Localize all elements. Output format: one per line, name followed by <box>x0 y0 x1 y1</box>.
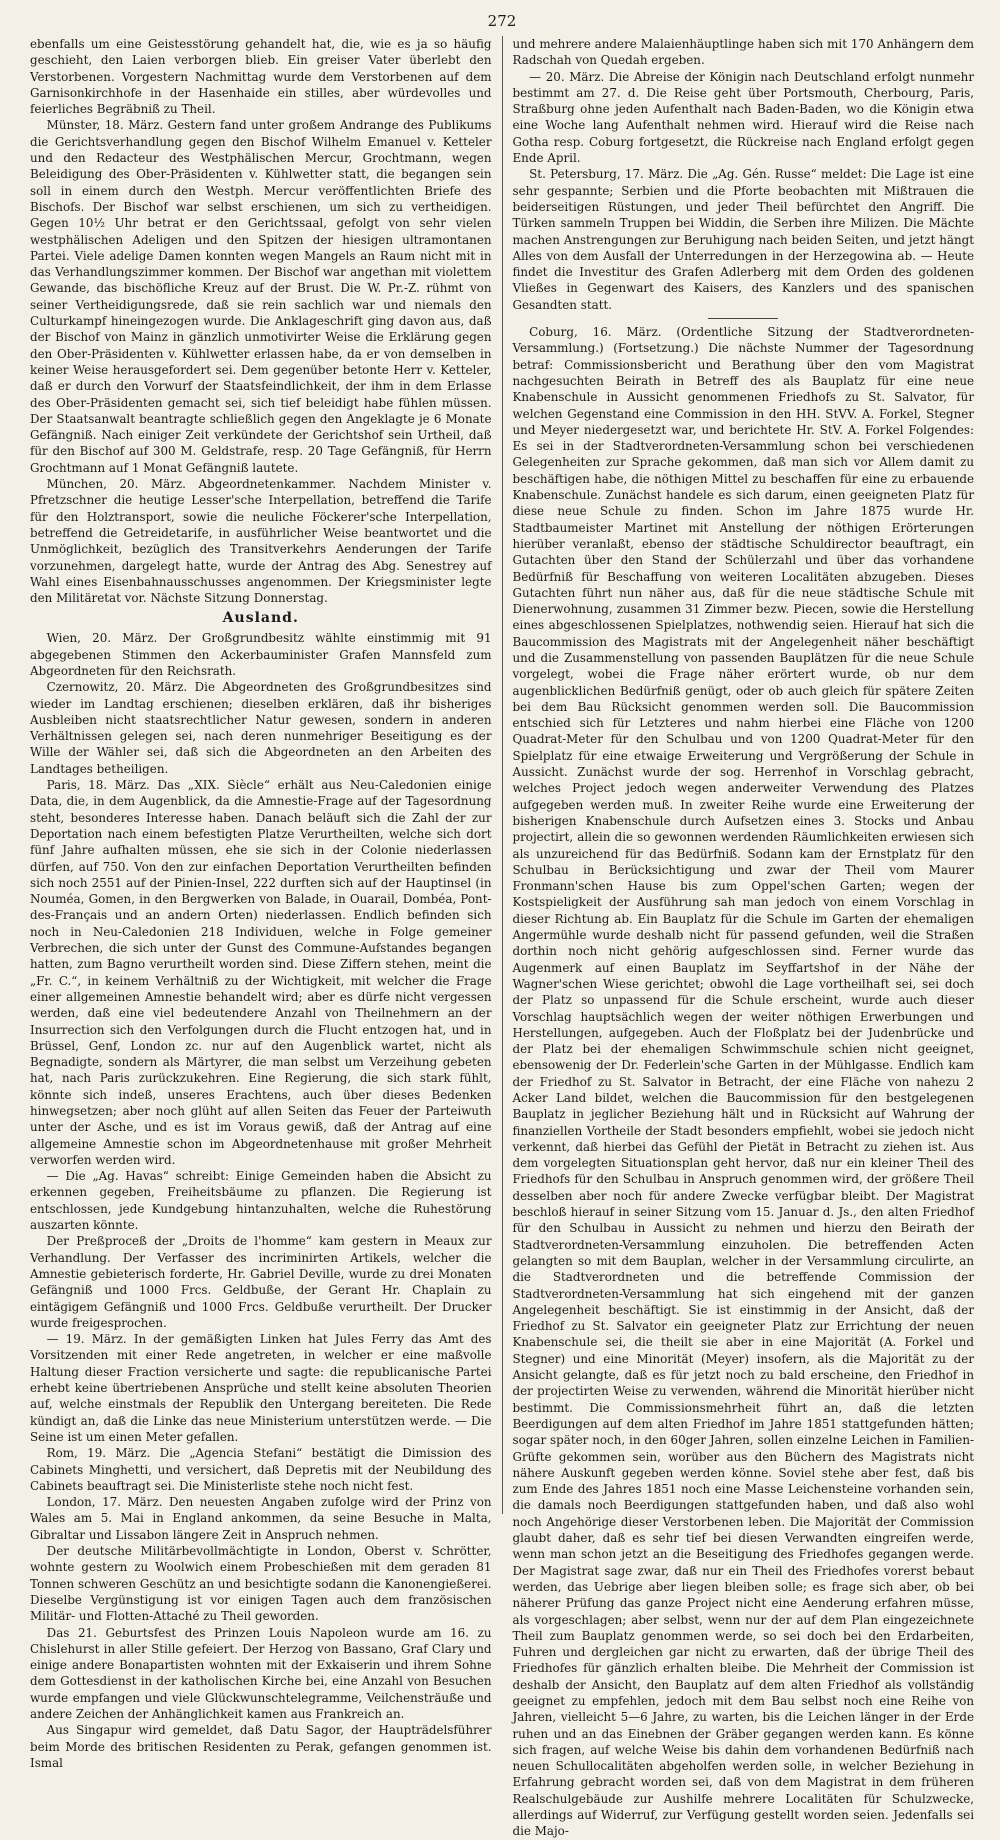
article-paragraph: und mehrere andere Malaienhäuptlinge haben sich mit 170 Anhängern dem Radschah von Quedah ergeben. <box>512 37 975 68</box>
article-paragraph: Czernowitz, 20. März. Die Abgeordneten des Großgrundbesitzes sind wieder im Landtag erschienen; dieselben erklären, daß ihr bisheriges Ausbleiben nicht staatsrechtlicher Natur gewesen, sondern in anderen Verhältnissen gelegen sei, nach deren nunmehriger Beseitigung es der Wille der Wähler sei, daß sich die Abgeordneten an den Arbeiten des Landtages betheiligen. <box>30 680 492 776</box>
article-paragraph: München, 20. März. Abgeordnetenkammer. Nachdem Minister v. Pfretzschner die heutige Lesser'sche Interpellation, betreffend die Tarife für den Holztransport, sowie die neuliche Föckerer'sche Interpellation, betreffend die Getreidetarife, in ausführlicher Weise beantwortet und die Unmöglichkeit, bezüglich des Transitverkehrs Aenderungen der Tarife vorzunehmen, dargelegt hatte, wurde der Antrag des Abg. Senestrey auf Wahl eines Eisenbahnausschusses angenommen. Der Kriegsminister legte den Militäretat vor. Nächste Sitzung Donnerstag. <box>30 477 492 606</box>
left-column <box>30 36 502 1770</box>
article-paragraph: Coburg, 16. März. (Ordentliche Sitzung der Stadtverordneten-Versammlung.) (Fortsetzung.) Die nächste Nummer der Tagesordnung betraf: Commissionsbericht und Berathung über den vom Magistrat nachgesuchten Beirath in Betreff des als Bauplatz für eine neue Knabenschule in Aussicht genommenen Friedhofs zu St. Salvator, für welchen Gegenstand eine Commission in den HH. StVV. A. Forkel, Stegner und Meyer niedergesetzt war, und berichtete Hr. StV. A. Forkel Folgendes: Es sei in der Stadtverordneten-Versammlung schon bei verschiedenen Gelegenheiten zur Sprache gekommen, daß man sich vor Allem damit zu beschäftigen habe, die nöthigen Mittel zu beschaffen für eine zu erbauende Knabenschule. Zunächst handele es sich darum, einen geeigneten Platz für diese neue Schule zu finden. Schon im Jahre 1875 wurde Hr. Stadtbaumeister Martinet mit Anstellung der nöthigen Erörterungen hierüber veranlaßt, ebenso der städtische Schuldirector beauftragt, ein Gutachten über den Stand der Schülerzahl und über das vorhandene Bedürfniß für Beschaffung von weiteren Localitäten abzugeben. Dieses Gutachten führt nun näher aus, daß für die neue städtische Schule mit Dienerwohnung, zusammen 31 Zimmer bezw. Piecen, sowie die Herstellung eines abgeschlossenen Spielplatzes, nothwendig seien. Hierauf hat sich die Baucommission des Magistrats mit der Angelegenheit näher beschäftigt und die Zusammenstellung von passenden Bauplätzen für die neue Schule vorgelegt, wobei die Frage näher erörtert wurde, ob nur dem augenblicklichen Bedürfniß genügt, oder ob auch gleich für spätere Zeiten bei dem Bau Rücksicht genommen werden soll. Die Baucommission entschied sich für Letzteres und nahm hierbei eine Fläche von 1200 Quadrat-Meter für den Schulbau und von 1200 Quadrat-Meter für den Spielplatz für eine etwaige Erweiterung und Vergrößerung der Schule in Aussicht. Zunächst wurde der sog. Herrenhof in Vorschlag gebracht, welches Project jedoch wegen anderweiter Verwendung des Platzes aufgegeben werden muß. In zweiter Reihe wurde eine Erweiterung der bisherigen Knabenschule durch Aufsetzen eines 3. Stocks und Anbau projectirt, allein die so gewonnen werdenden Räumlichkeiten erwiesen sich als unzureichend für das Bedürfniß. Sodann kam der Ernstplatz für den Schulbau in Berücksichtigung und zwar der Theil vom Maurer Fronmann'schen Hause bis zum Oppel'schen Garten; wegen der Kostspieligkeit der Ausführung sah man jedoch von einem Vorschlag in dieser Richtung ab. Ein Bauplatz für die Schule im Garten der ehemaligen Angermühle wurde deshalb nicht für passend gefunden, weil die Straßen dorthin noch nicht gehörig aufgeschlossen sind. Ferner wurde das Augenmerk auf einen Bauplatz im Seyffartshof in der Nähe der Wagner'schen Wiese gerichtet; obwohl die Lage vortheilhaft sei, sei doch der Platz so unpassend für die Schule erscheint, wurde auch dieser Vorschlag hauptsächlich wegen der weiter nöthigen Erwerbungen und Herstellungen, aufgegeben. Auch der Floßplatz bei der Judenbrücke und der Platz bei der ehemaligen Schwimmschule schien nicht geeignet, ebensowenig der Dr. Federlein'sche Garten in der Mühlgasse. Endlich kam der Friedhof zu St. Salvator in Betracht, der eine Fläche von nahezu 2 Acker Land bildet, welchen die Baucommission für den bestgelegenen Bauplatz in jeglicher Beziehung hält und in Rücksicht auf Wahrung der finanziellen Vortheile der Stadt besonders empfiehlt, wobei sie jedoch nicht verkennt, daß hierbei das Gefühl der Pietät in Betracht zu ziehen ist. Aus dem vorgelegten Situationsplan geht hervor, daß nur ein kleiner Theil des Friedhofs für den Schulbau in Anspruch genommen wird, der größere Theil desselben aber noch für andere Zwecke verfügbar bleibt. Der Magistrat beschloß hierauf in seiner Sitzung vom 15. Januar d. Js., den alten Friedhof für den Schulbau in Aussicht zu nehmen und hierzu den Beirath der Stadtverordneten-Versammlung einzuholen. Die betreffenden Acten gelangten so mit dem Bauplan, welcher in der Versammlung circulirte, an die Stadtverordneten und die betreffende Commission der Stadtverordneten-Versammlung hat sich eingehend mit der ganzen Angelegenheit beschäftigt. Sie ist einstimmig in der Ansicht, daß der Friedhof zu St. Salvator ein geeigneter Platz zur Errichtung der neuen Knabenschule sei, die theilt sie aber in eine Majorität (A. Forkel und Stegner) und eine Minorität (Meyer) insofern, als die Majorität zu der Ansicht gelangte, daß es für jetzt noch zu bald erscheine, den Friedhof in der projectirten Weise zu verwenden, während die Minorität hierüber nicht bestimmt. Die Commissionsmehrheit führt an, daß die letzten Beerdigungen auf dem alten Friedhof im Jahre 1851 stattgefunden hätten; sogar später noch, in den 60ger Jahren, sollen einzelne Leichen in Familien-Grüfte gekommen sein, worüber aus den Büchern des Magistrats nicht nähere Auskunft gegeben werden könne. Soviel stehe aber fest, daß bis zum Ende des Jahres 1851 noch eine Masse Leichensteine vorhanden sein, die damals noch Beerdigungen stattgefunden haben, und daß also wohl noch Angehörige dieser Verstorbenen leben. Die Majorität der Commission glaubt daher, daß es sehr tief bei diesen Verwandten eingreifen werde, wenn man schon jetzt an die Beseitigung des Friedhofes gegangen werde. Der Magistrat sage zwar, daß nur ein Theil des Friedhofes vorerst bebaut werden, das Uebrige aber liegen bleiben solle; es frage sich aber, ob bei näherer Prüfung das ganze Project nicht eine Aenderung erfahren müsse, als vorgeschlagen; aber selbst, wenn nur der auf dem Plan eingezeichnete Theil zum Bauplatz genommen werde, so sei doch bei den Erdarbeiten, Fuhren und dergleichen gar nicht zu erwarten, daß der übrige Theil des Friedhofes für gänzlich erhalten bleibe. Die Mehrheit der Commission ist deshalb der Ansicht, den Bauplatz auf dem alten Friedhof als vollständig geeignet zu empfehlen, jedoch mit dem Bau selbst noch eine Reihe von Jahren, vielleicht 5—6 Jahre, zu warten, bis die Leichen länger in der Erde ruhen und an das Einebnen der Gräber gegangen werden kann. Es könne sich fragen, auf welche Weise bis dahin dem vorhandenen Bedürfniß nach neuen Schullocalitäten abgeholfen werden solle, in welcher Beziehung in Erfahrung gebracht worden sei, daß von dem Magistrat in dem früheren Realschulgebäude zur Aushilfe mehrere Localitäten für Schulzwecke, allerdings auf Widerruf, zur Verfügung gestellt worden seien. Jedenfalls sei die Majo- <box>512 325 975 1839</box>
right-column <box>503 36 975 1839</box>
article-paragraph: Aus Singapur wird gemeldet, daß Datu Sagor, der Haupträdelsführer beim Morde des britischen Residenten zu Perak, gefangen genommen ist. Ismal <box>30 1723 492 1770</box>
article-paragraph: ebenfalls um eine Geistesstörung gehandelt hat, die, wie es ja so häufig geschieht, den Laien verborgen blieb. Ein greiser Vater überlebt den Verstorbenen. Vorgestern Nachmittag wurde dem Verstorbenen auf dem Garnisonkirchhofe in der Hasenhaide ein stilles, aber würdevolles und feierliches Begräbniß zu Theil. <box>30 37 492 117</box>
article-paragraph: — Die „Ag. Havas“ schreibt: Einige Gemeinden haben die Absicht zu erkennen gegeben, Freiheitsbäume zu pflanzen. Die Regierung ist entschlossen, jede Kundgebung hintanzuhalten, welche die Ruhestörung auszarten könnte. <box>30 1169 492 1233</box>
columns <box>30 36 975 1839</box>
article-paragraph: Rom, 19. März. Die „Agencia Stefani“ bestätigt die Dimission des Cabinets Minghetti, und versichert, daß Depretis mit der Neubildung des Cabinets beauftragt sei. Die Ministerliste stehe noch nicht fest. <box>30 1446 492 1493</box>
page-number: 272 <box>487 12 517 30</box>
article-paragraph: Der deutsche Militärbevollmächtigte in London, Oberst v. Schrötter, wohnte gestern zu Woolwich einem Probeschießen mit dem geraden 81 Tonnen schweren Geschütz an und besichtigte sodann die Kanonengießerei. Dieselbe Vergünstigung ist vor einigen Tagen auch dem französischen Militär- und Flotten-Attaché zu Theil geworden. <box>30 1544 492 1624</box>
article-paragraph: — 19. März. In der gemäßigten Linken hat Jules Ferry das Amt des Vorsitzenden mit einer Rede angetreten, in welcher er eine maßvolle Haltung dieser Fraction versicherte und sagte: die republicanische Partei erhebt keine übertriebenen Ansprüche und stellt keine absoluten Theorien auf, welche einstmals der Republik den Untergang bereiteten. Die Rede kündigt an, daß die Linke das neue Ministerium unterstützen werde. — Die Seine ist um einen Meter gefallen. <box>30 1332 492 1444</box>
article-paragraph: Der Preßproceß der „Droits de l'homme“ kam gestern in Meaux zur Verhandlung. Der Verfasser des incriminirten Artikels, welcher die Amnestie gebieterisch forderte, Hr. Gabriel Deville, wurde zu drei Monaten Gefängniß und 1000 Frcs. Geldbuße, der Gerant Hr. Chaplain zu eintägigem Gefängniß und 1000 Frcs. Geldbuße verurtheilt. Der Drucker wurde freigesprochen. <box>30 1234 492 1330</box>
article-paragraph: — 20. März. Die Abreise der Königin nach Deutschland erfolgt nunmehr bestimmt am 27. d. Die Reise geht über Portsmouth, Cherbourg, Paris, Straßburg ohne jeden Aufenthalt nach Baden-Baden, wo die Königin etwa eine Woche lang Aufenthalt nehmen wird. Hierauf wird die Reise nach Gotha resp. Coburg fortgesetzt, die Rückreise nach England erfolgt gegen Ende April. <box>512 69 975 166</box>
article-divider <box>708 318 778 319</box>
article-paragraph: Paris, 18. März. Das „XIX. Siècle“ erhält aus Neu-Caledonien einige Data, die, in dem Augenblick, da die Amnestie-Frage auf der Tagesordnung steht, besonderes Interesse haben. Danach beläuft sich die Zahl der zur Deportation nach einem befestigten Platze Verurtheilten, welche sich dort fünf Jahre aufhalten müssen, ehe sie sich in der Colonie niederlassen dürfen, auf 750. Von den zur einfachen Deportation Verurtheilten befinden sich noch 2551 auf der Pinien-Insel, 222 durften sich auf der Hauptinsel (in Nouméa, Gomen, in den Bergwerken von Balade, in Ouarail, Dombéa, Pont-des-Français und an andern Orten) niederlassen. Endlich befinden sich noch in Neu-Caledonien 218 Individuen, welche in Folge gemeiner Verbrechen, die sich unter der Gunst des Commune-Aufstandes begangen hatten, zum Bagno verurtheilt worden sind. Diese Ziffern stehen, meint die „Fr. C.“, in keinem Verhältniß zu der Wichtigkeit, mit welcher die Frage einer allgemeinen Amnestie behandelt wird; aber es dürfe nicht vergessen werden, daß eine viel bedeutendere Anzahl von Theilnehmern an der Insurrection sich den Verfolgungen durch die Flucht entzogen hat, und in Brüssel, Genf, London zc. nur auf den Augenblick wartet, nicht als Begnadigte, sondern als Märtyrer, die man selbst um Verzeihung gebeten hat, nach Paris zurückzukehren. Eine Regierung, die sich stark fühlt, könnte sich indeß, unseres Erachtens, auch über dieses Bedenken hinwegsetzen; aber noch glüht auf allen Seiten das Feuer der Parteiwuth unter der Asche, und es ist im Voraus gewiß, daß der Antrag auf eine allgemeine Amnestie schon im Abgeordnetenhause mit großer Mehrheit verworfen werden wird. <box>30 778 492 1167</box>
article-paragraph: Das 21. Geburtsfest des Prinzen Louis Napoleon wurde am 16. zu Chislehurst in aller Stille gefeiert. Der Herzog von Bassano, Graf Clary und einige andere Bonapartisten wohnten mit der Exkaiserin und ihrem Sohne dem Gottesdienst in der katholischen Kirche bei, eine Anzahl von Besuchen wurde empfangen und viele Glückwunschtelegramme, Veilchensträuße und andere Zeichen der Anhänglichkeit kamen aus Frankreich an. <box>30 1625 492 1721</box>
article-paragraph: Münster, 18. März. Gestern fand unter großem Andrange des Publikums die Gerichtsverhandlung gegen den Bischof Wilhelm Emanuel v. Ketteler und den Redacteur des Westphälischen Mercur, Grochtmann, wegen Beleidigung des Ober-Präsidenten v. Kühlwetter statt, die begangen sein soll in einem durch den Westph. Mercur veröffentlichten Briefe des Bischofs. Der Bischof war selbst erschienen, um sich zu vertheidigen. Gegen 10½ Uhr betrat er den Gerichtssaal, gefolgt von sehr vielen westphälischen Adeligen und den Spitzen der hiesigen ultramontanen Partei. Viele adelige Damen konnten wegen Mangels an Raum nicht mit in das Verhandlungszimmer kommen. Der Bischof war angethan mit violettem Gewande, das bischöfliche Kreuz auf der Brust. Die W. Pr.-Z. rühmt von seiner Vertheidigungsrede, daß sie rein sachlich war und niemals den Culturkampf hineingezogen wurde. Die Anklageschrift ging davon aus, daß der Bischof von Mainz in gänzlich unmotivirter Weise die Erklärung gegen den Ober-Präsidenten v. Kühlwetter erlassen habe, da er von demselben in keiner Weise herausgefordert sei. Dem gegenüber betonte Herr v. Ketteler, daß er durch den Vorwurf der Staatsfeindlichkeit, der ihm in dem Erlasse des Ober-Präsidenten gemacht sei, sich tief beleidigt habe fühlen müssen. Der Staatsanwalt beantragte schließlich gegen den Angeklagte je 6 Monate Gefängniß. Nach einiger Zeit verkündete der Gerichtshof sein Urtheil, daß für den Bischof auf 300 M. Geldstrafe, resp. 20 Tage Gefängniß, für Herrn Grochtmann auf 1 Monat Gefängniß lautete. <box>30 118 492 475</box>
article-paragraph: London, 17. März. Den neuesten Angaben zufolge wird der Prinz von Wales am 5. Mai in England ankommen, da seine Besuche in Malta, Gibraltar und Lissabon längere Zeit in Anspruch nehmen. <box>30 1495 492 1542</box>
article-paragraph: St. Petersburg, 17. März. Die „Ag. Gén. Russe“ meldet: Die Lage ist eine sehr gespannte; Serbien und die Pforte beobachten mit Mißtrauen die beiderseitigen Rüstungen, und jeder Theil befürchtet den Angriff. Die Türken sammeln Truppen bei Widdin, die Serben ihre Milizen. Die Mächte machen Anstrengungen zur Beruhigung nach beiden Seiten, und jetzt hängt Alles von dem Ausfall der Unterredungen in der Herzegowina ab. — Heute findet die Investitur des Grafen Adlerberg mit dem Orden des goldenen Vließes in Gegenwart des Kaisers, des Kanzlers und des spanischen Gesandten statt. <box>512 167 975 312</box>
section-heading: Ausland. <box>222 610 299 627</box>
article-paragraph: Wien, 20. März. Der Großgrundbesitz wählte einstimmig mit 91 abgegebenen Stimmen den Ackerbauminister Grafen Mannsfeld zum Abgeordneten für den Reichsrath. <box>30 631 492 678</box>
